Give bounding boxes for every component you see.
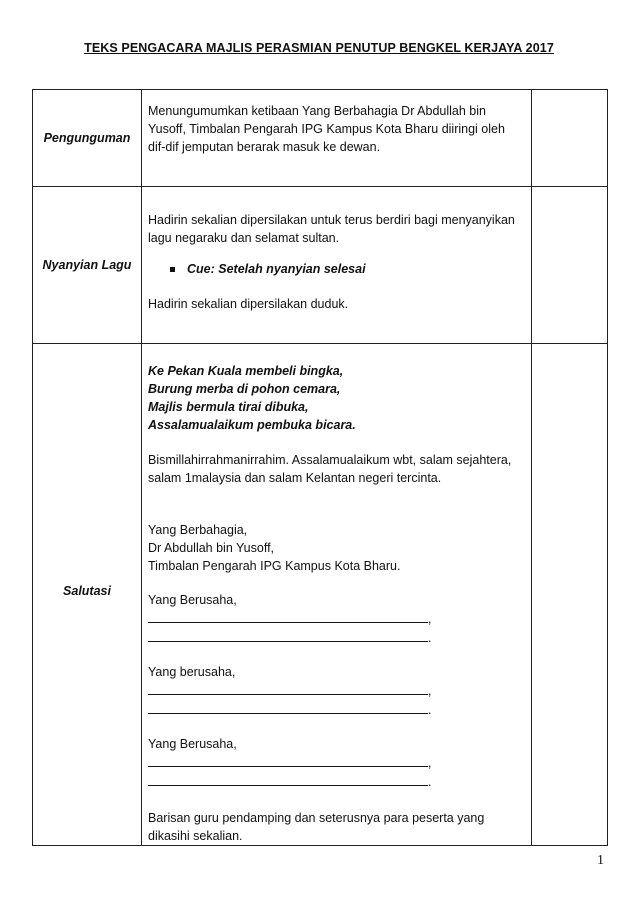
text-line: Bismillahirrahmanirrahim. Assalamualaikum wbt, salam sejahtera, bbox=[148, 453, 512, 467]
text-line: salam 1malaysia dan salam Kelantan negeri tercinta. bbox=[148, 471, 442, 485]
text-line: Menungumumkan ketibaan Yang Berbahagia Dr Abdullah bin bbox=[148, 104, 486, 118]
row-content-cell bbox=[142, 187, 532, 344]
period: . bbox=[428, 703, 432, 717]
row-label: Nyanyian Lagu bbox=[42, 258, 132, 272]
blank-line bbox=[148, 753, 428, 767]
blank-line bbox=[148, 681, 428, 695]
row-label-cell bbox=[33, 187, 142, 344]
text-line: Yang Berbahagia, bbox=[148, 523, 248, 537]
text-line: Barisan guru pendamping dan seterusnya para peserta yang bbox=[148, 811, 485, 825]
script-table bbox=[32, 89, 608, 846]
square-bullet-icon bbox=[170, 267, 175, 272]
row-notes-cell bbox=[532, 90, 608, 187]
row-notes-cell bbox=[532, 187, 608, 344]
document-title: TEKS PENGACARA MAJLIS PERASMIAN PENUTUP BENGKEL KERJAYA 2017 bbox=[84, 41, 554, 55]
text-line: dif-dif jemputan berarak masuk ke dewan. bbox=[148, 140, 381, 154]
comma: , bbox=[428, 684, 432, 698]
blank-line bbox=[148, 700, 428, 714]
comma: , bbox=[428, 612, 432, 626]
honorific-line: Yang berusaha, bbox=[148, 665, 236, 679]
blank-line-row bbox=[148, 700, 525, 719]
row-label: Salutasi bbox=[63, 584, 111, 598]
blank-line-row bbox=[148, 609, 525, 628]
pantun-line: Burung merba di pohon cemara, bbox=[148, 382, 341, 396]
row-content-cell bbox=[142, 90, 532, 187]
blank-line-row bbox=[148, 681, 525, 700]
text-line: Dr Abdullah bin Yusoff, bbox=[148, 541, 275, 555]
honorific-line: Yang Berusaha, bbox=[148, 737, 237, 751]
text-line: Hadirin sekalian dipersilakan duduk. bbox=[148, 297, 349, 311]
comma: , bbox=[428, 756, 432, 770]
period: . bbox=[428, 775, 432, 789]
pantun-line: Ke Pekan Kuala membeli bingka, bbox=[148, 364, 344, 378]
blank-line bbox=[148, 628, 428, 642]
blank-line-row bbox=[148, 772, 525, 791]
page-number: 1 bbox=[597, 853, 604, 868]
blank-line bbox=[148, 609, 428, 623]
pantun-line: Majlis bermula tirai dibuka, bbox=[148, 400, 309, 414]
blank-line-row bbox=[148, 753, 525, 772]
cue-text: Cue: Setelah nyanyian selesai bbox=[187, 262, 366, 276]
table-row bbox=[33, 344, 608, 846]
pantun-line: Assalamualaikum pembuka bicara. bbox=[148, 418, 356, 432]
row-notes-cell bbox=[532, 344, 608, 846]
row-label-cell bbox=[33, 344, 142, 846]
text-line: Timbalan Pengarah IPG Kampus Kota Bharu. bbox=[148, 559, 401, 573]
row-label-cell bbox=[33, 90, 142, 187]
blank-line bbox=[148, 772, 428, 786]
table-row bbox=[33, 90, 608, 187]
text-line: Yusoff, Timbalan Pengarah IPG Kampus Kota Bharu diiringi oleh bbox=[148, 122, 505, 136]
honorific-line: Yang Berusaha, bbox=[148, 593, 237, 607]
row-label: Pengunguman bbox=[43, 131, 131, 145]
blank-line-row bbox=[148, 628, 525, 647]
row-content-cell bbox=[142, 344, 532, 846]
table-row bbox=[33, 187, 608, 344]
text-line: dikasihi sekalian. bbox=[148, 829, 243, 843]
text-line: Hadirin sekalian dipersilakan untuk terus berdiri bagi menyanyikan bbox=[148, 213, 515, 227]
text-line: lagu negaraku dan selamat sultan. bbox=[148, 231, 340, 245]
period: . bbox=[428, 631, 432, 645]
cue-item bbox=[148, 260, 525, 278]
